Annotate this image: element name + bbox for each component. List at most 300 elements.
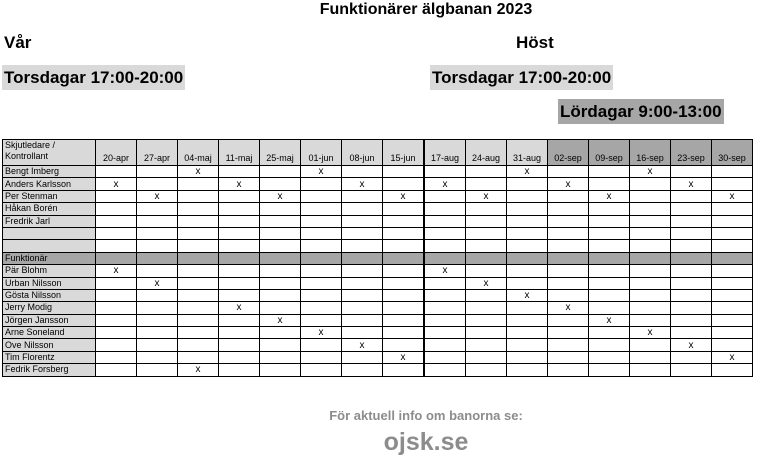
assignment-mark: x [589, 190, 630, 202]
empty-cell [630, 265, 671, 277]
empty-cell [301, 289, 342, 301]
empty-cell [712, 364, 753, 376]
header-row [3, 140, 753, 166]
empty-cell [548, 203, 589, 215]
empty-cell [712, 289, 753, 301]
empty-cell [589, 327, 630, 339]
assignment-mark: x [96, 265, 137, 277]
empty-cell [548, 351, 589, 363]
empty-cell [424, 327, 466, 339]
person-name [3, 227, 96, 239]
section-cell [712, 252, 753, 264]
date-header: 11-maj [219, 140, 260, 166]
date-header: 17-aug [424, 140, 466, 166]
empty-cell [178, 351, 219, 363]
table-row [3, 327, 753, 339]
section-cell [219, 252, 260, 264]
date-header: 02-sep [548, 140, 589, 166]
empty-cell [260, 327, 301, 339]
date-header: 01-jun [301, 140, 342, 166]
spring-label: Vår [4, 33, 32, 52]
empty-cell [507, 215, 548, 227]
section-cell [96, 252, 137, 264]
empty-cell [548, 339, 589, 351]
person-name: Fedrik Forsberg [3, 364, 96, 376]
empty-cell [589, 166, 630, 178]
empty-cell [630, 302, 671, 314]
section-cell [342, 252, 383, 264]
person-name: Tim Florentz [3, 351, 96, 363]
empty-cell [548, 265, 589, 277]
footer-site: ojsk.se [383, 428, 469, 456]
empty-cell [466, 265, 507, 277]
empty-cell [507, 339, 548, 351]
assignment-mark: x [342, 339, 383, 351]
empty-cell [383, 314, 425, 326]
assignment-mark: x [424, 178, 466, 190]
autumn-label: Höst [516, 33, 554, 52]
empty-cell [219, 289, 260, 301]
person-name: Anders Karlsson [3, 178, 96, 190]
empty-cell [178, 190, 219, 202]
empty-cell [178, 327, 219, 339]
date-header: 09-sep [589, 140, 630, 166]
empty-cell [466, 215, 507, 227]
empty-cell [96, 314, 137, 326]
spring-time: Torsdagar 17:00-20:00 [2, 65, 185, 90]
empty-cell [589, 302, 630, 314]
empty-cell [137, 215, 178, 227]
empty-cell [671, 314, 712, 326]
empty-cell [589, 351, 630, 363]
empty-cell [219, 364, 260, 376]
empty-cell [589, 227, 630, 239]
empty-cell [507, 240, 548, 252]
empty-cell [342, 166, 383, 178]
section-cell [383, 252, 425, 264]
assignment-mark: x [301, 166, 342, 178]
empty-cell [507, 302, 548, 314]
empty-cell [671, 289, 712, 301]
empty-cell [260, 265, 301, 277]
empty-cell [548, 277, 589, 289]
empty-cell [137, 178, 178, 190]
person-name: Per Stenman [3, 190, 96, 202]
empty-cell [219, 327, 260, 339]
empty-cell [178, 227, 219, 239]
section-cell [507, 252, 548, 264]
empty-cell [589, 265, 630, 277]
empty-cell [671, 190, 712, 202]
empty-cell [383, 339, 425, 351]
empty-cell [219, 203, 260, 215]
empty-cell [424, 364, 466, 376]
person-name: Håkan Borén [3, 203, 96, 215]
empty-cell [424, 302, 466, 314]
empty-cell [548, 215, 589, 227]
empty-cell [219, 314, 260, 326]
date-header: 30-sep [712, 140, 753, 166]
empty-cell [589, 178, 630, 190]
empty-cell [260, 364, 301, 376]
empty-cell [671, 327, 712, 339]
empty-cell [507, 314, 548, 326]
section-cell [301, 252, 342, 264]
empty-cell [260, 227, 301, 239]
empty-cell [301, 178, 342, 190]
empty-cell [712, 339, 753, 351]
empty-cell [630, 227, 671, 239]
section-row [3, 252, 753, 264]
assignment-mark: x [507, 289, 548, 301]
empty-cell [342, 314, 383, 326]
empty-cell [383, 203, 425, 215]
empty-cell [507, 227, 548, 239]
empty-cell [301, 265, 342, 277]
date-header: 31-aug [507, 140, 548, 166]
empty-cell [96, 190, 137, 202]
table-row [3, 364, 753, 376]
table-row [3, 240, 753, 252]
section-cell [589, 252, 630, 264]
assignment-mark: x [137, 190, 178, 202]
empty-cell [137, 364, 178, 376]
person-name: Bengt Imberg [3, 166, 96, 178]
empty-cell [301, 227, 342, 239]
empty-cell [466, 227, 507, 239]
empty-cell [671, 227, 712, 239]
empty-cell [301, 190, 342, 202]
empty-cell [342, 240, 383, 252]
schedule-table [2, 139, 753, 377]
table-row [3, 314, 753, 326]
table-row [3, 178, 753, 190]
empty-cell [301, 339, 342, 351]
empty-cell [548, 327, 589, 339]
assignment-mark: x [219, 178, 260, 190]
empty-cell [548, 314, 589, 326]
empty-cell [137, 339, 178, 351]
empty-cell [671, 203, 712, 215]
empty-cell [630, 314, 671, 326]
empty-cell [260, 351, 301, 363]
empty-cell [137, 302, 178, 314]
empty-cell [589, 240, 630, 252]
assignment-mark: x [96, 178, 137, 190]
empty-cell [424, 227, 466, 239]
section-cell [137, 252, 178, 264]
empty-cell [630, 277, 671, 289]
person-name: Pär Blohm [3, 265, 96, 277]
empty-cell [342, 190, 383, 202]
empty-cell [383, 215, 425, 227]
table-row [3, 351, 753, 363]
empty-cell [383, 277, 425, 289]
empty-cell [383, 227, 425, 239]
empty-cell [301, 351, 342, 363]
empty-cell [137, 240, 178, 252]
empty-cell [424, 215, 466, 227]
empty-cell [383, 364, 425, 376]
empty-cell [219, 166, 260, 178]
empty-cell [507, 351, 548, 363]
empty-cell [589, 364, 630, 376]
empty-cell [260, 289, 301, 301]
empty-cell [96, 240, 137, 252]
empty-cell [96, 364, 137, 376]
empty-cell [466, 203, 507, 215]
empty-cell [383, 302, 425, 314]
date-header: 15-jun [383, 140, 425, 166]
assignment-mark: x [260, 314, 301, 326]
empty-cell [178, 314, 219, 326]
assignment-mark: x [589, 314, 630, 326]
table-row [3, 277, 753, 289]
empty-cell [671, 302, 712, 314]
page-title: Funktionärer älgbanan 2023 [319, 1, 533, 18]
table-row [3, 190, 753, 202]
empty-cell [96, 166, 137, 178]
empty-cell [589, 277, 630, 289]
empty-cell [96, 339, 137, 351]
autumn-saturday-time: Lördagar 9:00-13:00 [558, 99, 724, 124]
assignment-mark: x [507, 166, 548, 178]
assignment-mark: x [301, 327, 342, 339]
empty-cell [342, 215, 383, 227]
empty-cell [178, 215, 219, 227]
empty-cell [466, 327, 507, 339]
empty-cell [671, 277, 712, 289]
table-row [3, 302, 753, 314]
empty-cell [466, 314, 507, 326]
date-header: 08-jun [342, 140, 383, 166]
date-header: 24-aug [466, 140, 507, 166]
empty-cell [342, 327, 383, 339]
empty-cell [342, 351, 383, 363]
assignment-mark: x [466, 277, 507, 289]
date-header: 25-maj [260, 140, 301, 166]
empty-cell [178, 339, 219, 351]
empty-cell [466, 302, 507, 314]
table-row [3, 203, 753, 215]
assignment-mark: x [712, 351, 753, 363]
empty-cell [507, 277, 548, 289]
empty-cell [424, 203, 466, 215]
empty-cell [342, 227, 383, 239]
section-cell [178, 252, 219, 264]
table-row [3, 339, 753, 351]
assignment-mark: x [548, 178, 589, 190]
table-row [3, 265, 753, 277]
assignment-mark: x [137, 277, 178, 289]
empty-cell [342, 277, 383, 289]
empty-cell [219, 215, 260, 227]
table-row [3, 227, 753, 239]
empty-cell [383, 240, 425, 252]
section-cell [424, 252, 466, 264]
empty-cell [96, 351, 137, 363]
empty-cell [96, 277, 137, 289]
corner-label: Skjutledare / Kontrollant [3, 140, 96, 166]
empty-cell [178, 240, 219, 252]
empty-cell [96, 203, 137, 215]
empty-cell [630, 203, 671, 215]
empty-cell [712, 302, 753, 314]
assignment-mark: x [178, 364, 219, 376]
empty-cell [178, 265, 219, 277]
person-name: Arne Soneland [3, 327, 96, 339]
empty-cell [630, 351, 671, 363]
empty-cell [178, 289, 219, 301]
empty-cell [671, 166, 712, 178]
empty-cell [424, 277, 466, 289]
empty-cell [301, 314, 342, 326]
empty-cell [630, 339, 671, 351]
empty-cell [137, 327, 178, 339]
person-name: Jerry Modig [3, 302, 96, 314]
assignment-mark: x [424, 265, 466, 277]
empty-cell [589, 215, 630, 227]
empty-cell [301, 277, 342, 289]
empty-cell [466, 178, 507, 190]
assignment-mark: x [466, 190, 507, 202]
empty-cell [712, 277, 753, 289]
date-header: 20-apr [96, 140, 137, 166]
empty-cell [137, 289, 178, 301]
empty-cell [671, 351, 712, 363]
assignment-mark: x [178, 166, 219, 178]
empty-cell [630, 364, 671, 376]
empty-cell [96, 327, 137, 339]
empty-cell [589, 289, 630, 301]
section-cell [466, 252, 507, 264]
empty-cell [507, 190, 548, 202]
empty-cell [630, 240, 671, 252]
person-name [3, 240, 96, 252]
empty-cell [219, 240, 260, 252]
empty-cell [424, 240, 466, 252]
empty-cell [260, 215, 301, 227]
section-cell [630, 252, 671, 264]
section-cell [671, 252, 712, 264]
empty-cell [342, 203, 383, 215]
empty-cell [96, 289, 137, 301]
empty-cell [301, 203, 342, 215]
empty-cell [712, 240, 753, 252]
person-name: Urban Nilsson [3, 277, 96, 289]
table-row [3, 215, 753, 227]
assignment-mark: x [219, 302, 260, 314]
empty-cell [466, 166, 507, 178]
empty-cell [137, 227, 178, 239]
empty-cell [507, 178, 548, 190]
empty-cell [260, 302, 301, 314]
empty-cell [383, 265, 425, 277]
empty-cell [548, 240, 589, 252]
empty-cell [96, 227, 137, 239]
person-name: Fredrik Jarl [3, 215, 96, 227]
empty-cell [671, 215, 712, 227]
empty-cell [219, 265, 260, 277]
empty-cell [137, 265, 178, 277]
empty-cell [219, 351, 260, 363]
assignment-mark: x [383, 190, 425, 202]
empty-cell [507, 265, 548, 277]
empty-cell [548, 166, 589, 178]
empty-cell [96, 302, 137, 314]
empty-cell [630, 178, 671, 190]
empty-cell [260, 178, 301, 190]
empty-cell [260, 277, 301, 289]
date-header: 16-sep [630, 140, 671, 166]
empty-cell [178, 277, 219, 289]
empty-cell [712, 265, 753, 277]
empty-cell [219, 277, 260, 289]
empty-cell [589, 339, 630, 351]
date-header: 27-apr [137, 140, 178, 166]
assignment-mark: x [630, 327, 671, 339]
empty-cell [342, 364, 383, 376]
empty-cell [96, 215, 137, 227]
empty-cell [260, 339, 301, 351]
empty-cell [219, 190, 260, 202]
empty-cell [507, 203, 548, 215]
empty-cell [342, 289, 383, 301]
empty-cell [630, 190, 671, 202]
section-cell [548, 252, 589, 264]
footer-info: För aktuell info om banorna se: [329, 408, 523, 423]
empty-cell [424, 289, 466, 301]
autumn-time: Torsdagar 17:00-20:00 [430, 65, 613, 90]
empty-cell [630, 215, 671, 227]
date-header: 23-sep [671, 140, 712, 166]
empty-cell [178, 302, 219, 314]
assignment-mark: x [671, 178, 712, 190]
person-name: Jörgen Jansson [3, 314, 96, 326]
assignment-mark: x [712, 190, 753, 202]
empty-cell [466, 289, 507, 301]
assignment-mark: x [383, 351, 425, 363]
empty-cell [671, 240, 712, 252]
empty-cell [548, 227, 589, 239]
empty-cell [342, 265, 383, 277]
empty-cell [137, 166, 178, 178]
empty-cell [424, 190, 466, 202]
empty-cell [548, 190, 589, 202]
person-name: Gösta Nilsson [3, 289, 96, 301]
assignment-mark: x [630, 166, 671, 178]
empty-cell [424, 339, 466, 351]
empty-cell [712, 166, 753, 178]
empty-cell [301, 302, 342, 314]
empty-cell [342, 302, 383, 314]
empty-cell [466, 364, 507, 376]
empty-cell [712, 327, 753, 339]
empty-cell [424, 314, 466, 326]
empty-cell [712, 314, 753, 326]
empty-cell [219, 227, 260, 239]
empty-cell [671, 364, 712, 376]
empty-cell [424, 166, 466, 178]
empty-cell [301, 364, 342, 376]
assignment-mark: x [260, 190, 301, 202]
empty-cell [301, 240, 342, 252]
empty-cell [466, 240, 507, 252]
empty-cell [507, 364, 548, 376]
empty-cell [301, 215, 342, 227]
empty-cell [712, 215, 753, 227]
empty-cell [630, 289, 671, 301]
